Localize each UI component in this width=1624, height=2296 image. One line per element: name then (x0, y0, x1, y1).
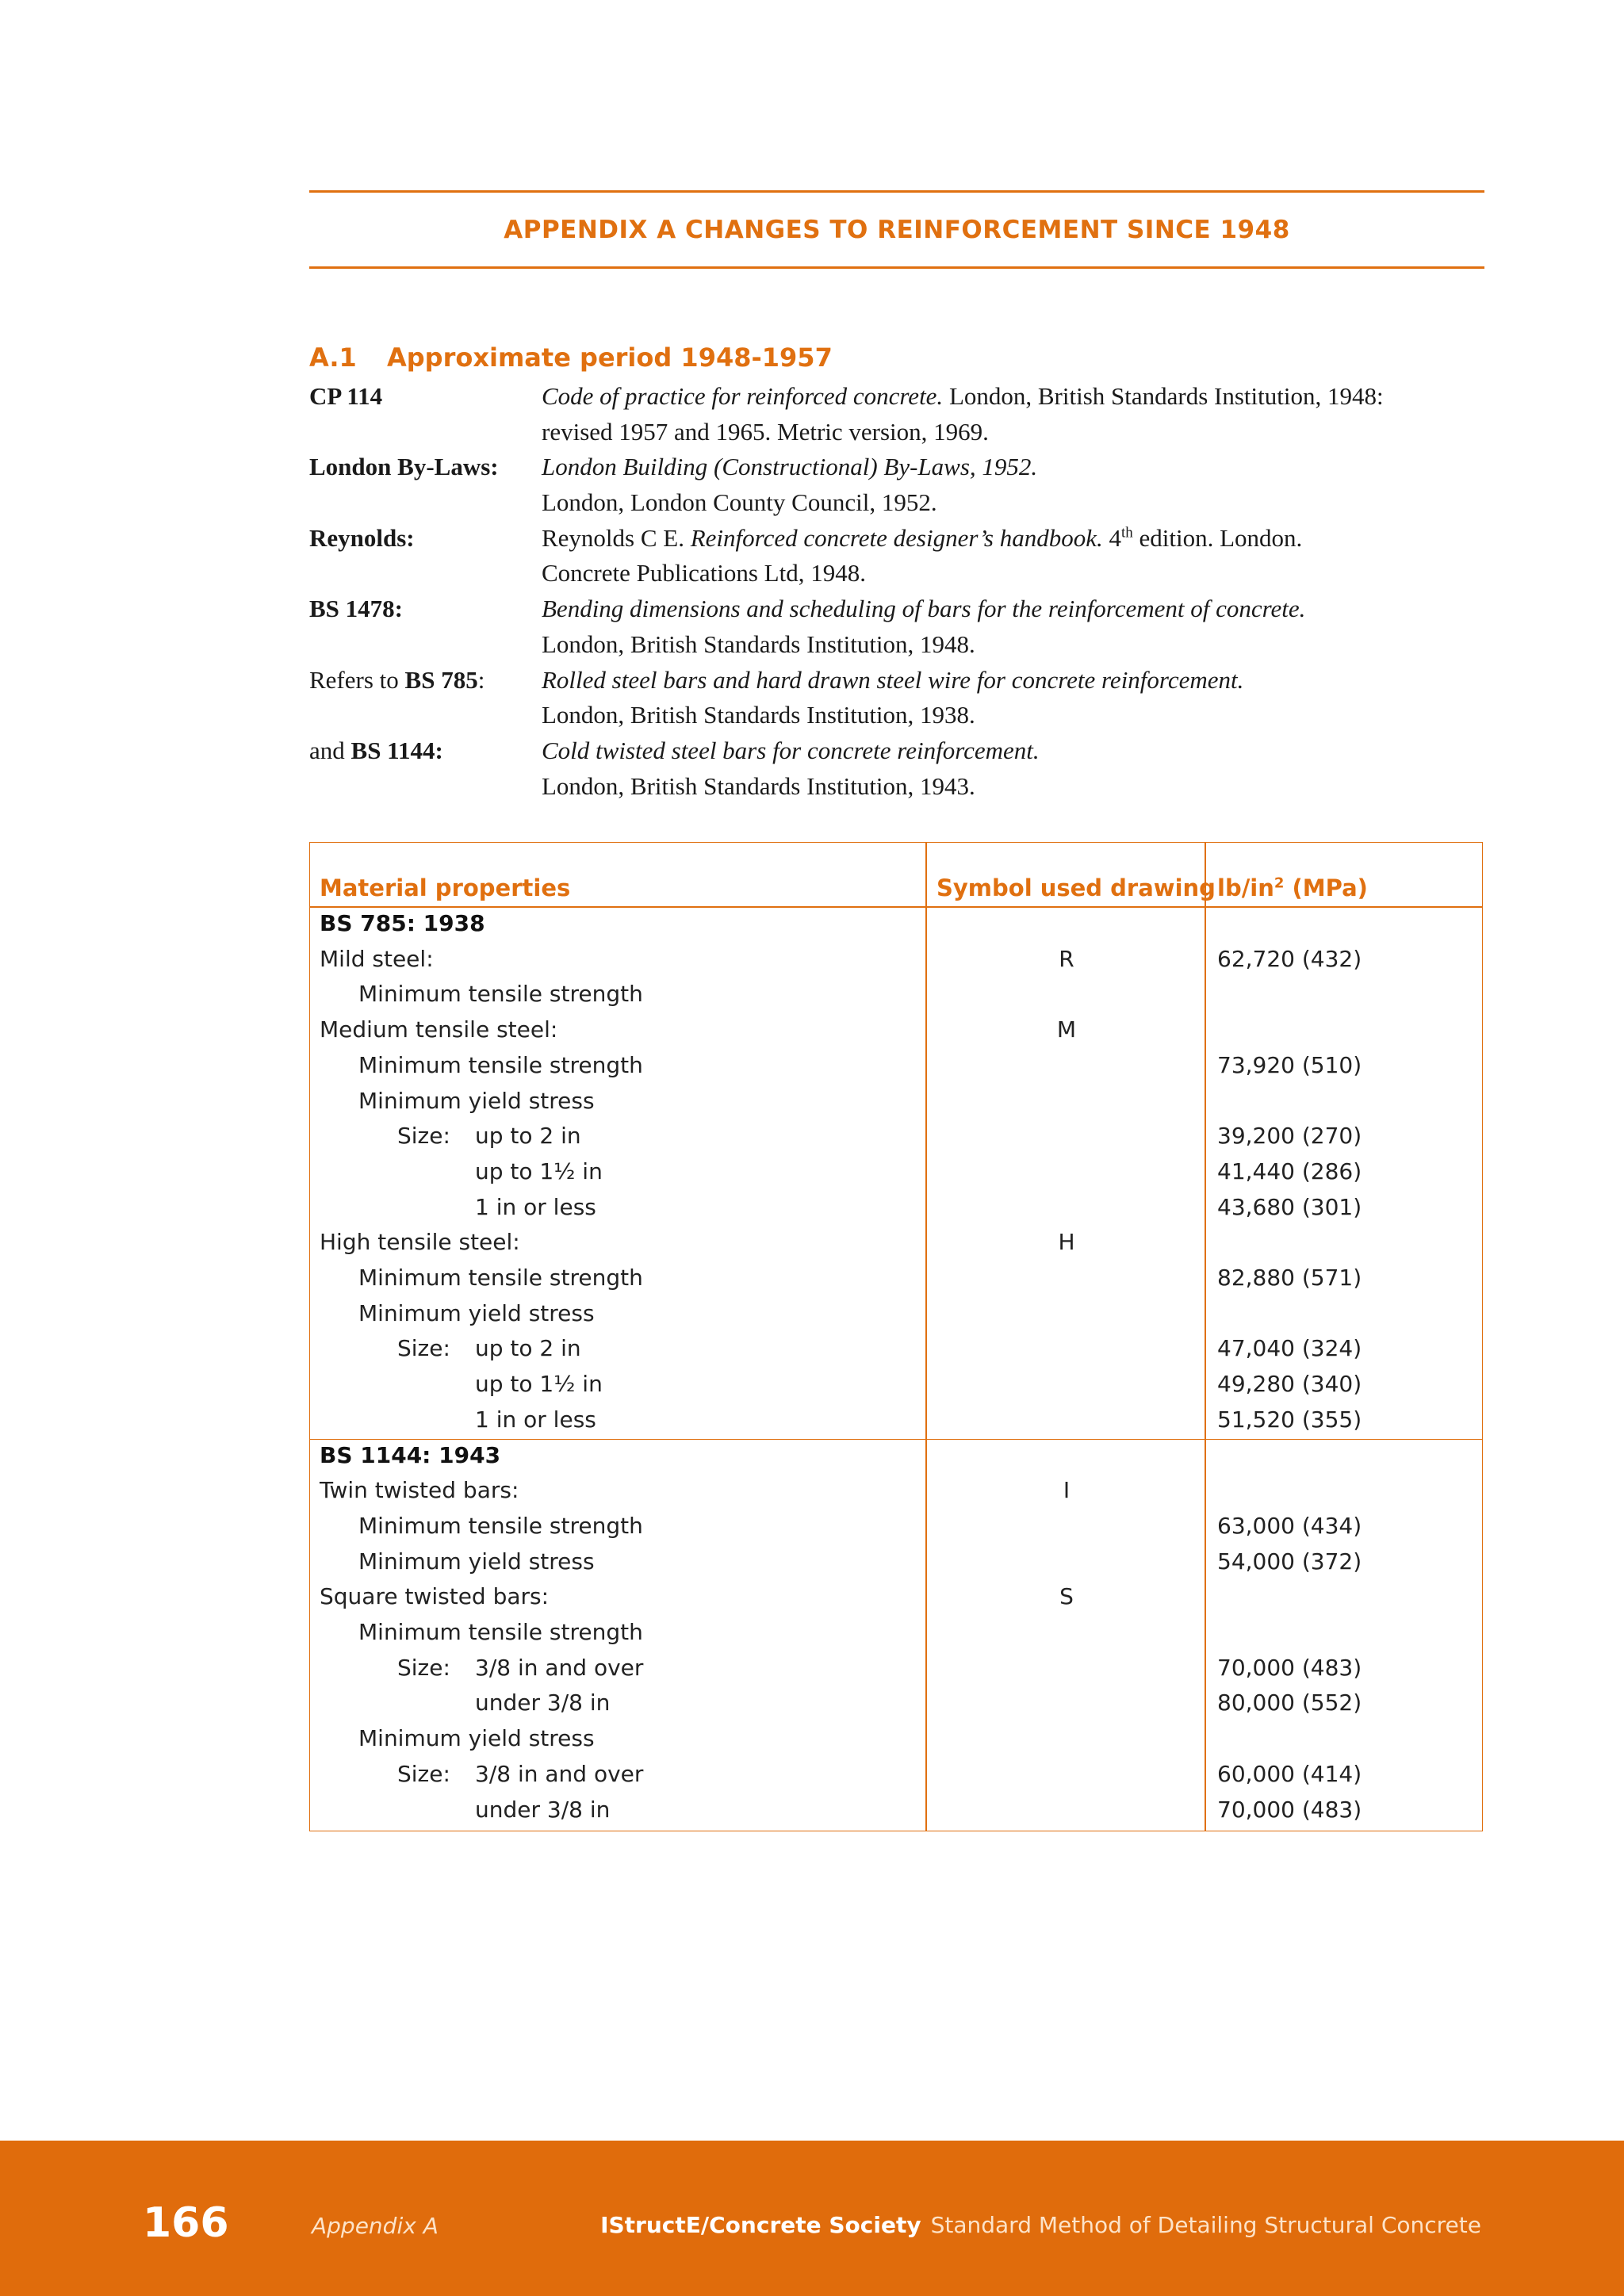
column-header-properties: Material properties (320, 874, 571, 901)
property-label: under 3/8 in (475, 1689, 611, 1716)
value-cell: 43,680 (301) (1217, 1193, 1362, 1220)
value-cell: 54,000 (372) (1217, 1548, 1362, 1575)
section-heading (309, 342, 833, 373)
value-cell: 70,000 (483) (1217, 1796, 1362, 1823)
size-label: Size: (397, 1123, 450, 1150)
reference-text (542, 733, 1040, 769)
reference-line-continued (309, 627, 1499, 663)
property-label: under 3/8 in (475, 1796, 611, 1823)
footer-publisher: IStructE/Concrete Society (600, 2212, 921, 2238)
table-row (310, 1509, 1482, 1544)
reference-label-suffix: : (477, 665, 485, 694)
reference-code: CP 114 (309, 382, 383, 410)
page-title: APPENDIX A CHANGES TO REINFORCEMENT SINCE 1948 (504, 216, 1290, 244)
property-label: Medium tensile steel: (320, 1016, 558, 1043)
property-label: 3/8 in and over (475, 1654, 644, 1681)
value-cell: 47,040 (324) (1217, 1335, 1362, 1362)
reference-code: BS 1144: (350, 736, 443, 764)
table-row (310, 1154, 1482, 1190)
symbol-cell: I (1063, 1477, 1071, 1504)
section-number: A.1 (309, 342, 357, 373)
header-top-rule (309, 190, 1484, 193)
reference-author: Reynolds C E. (542, 523, 691, 552)
table-row (310, 1331, 1482, 1367)
reference-continuation: Concrete Publications Ltd, 1948. (542, 559, 866, 587)
value-cell: 82,880 (571) (1217, 1265, 1362, 1291)
table-row (310, 1793, 1482, 1828)
property-label: up to 2 in (475, 1335, 581, 1362)
reference-continuation: London, British Standards Institution, 1943. (542, 771, 975, 800)
reference-continuation: revised 1957 and 1965. Metric version, 1969. (542, 417, 989, 446)
property-label: High tensile steel: (320, 1229, 520, 1256)
property-label: Minimum yield stress (358, 1548, 595, 1575)
table-row (310, 977, 1482, 1012)
property-label: Minimum tensile strength (358, 981, 643, 1008)
reference-text (542, 663, 1243, 698)
property-label: 1 in or less (475, 1193, 596, 1220)
size-label: Size: (397, 1760, 450, 1787)
symbol-cell: R (1059, 945, 1074, 972)
reference-label (309, 379, 382, 415)
reference-title: Cold twisted steel bars for concrete reinforcement. (542, 736, 1040, 764)
reference-text (542, 591, 1305, 627)
unit-mpa: (MPa) (1284, 874, 1368, 901)
unit-superscript: 2 (1274, 874, 1285, 892)
property-label: 1 in or less (475, 1406, 596, 1433)
table-row (310, 1012, 1482, 1048)
reference-title: Code of practice for reinforced concrete. (542, 382, 944, 410)
reference-title: Reinforced concrete designer’s handbook. (690, 523, 1103, 552)
reference-detail-2: edition. London. (1132, 523, 1303, 552)
reference-label (309, 663, 485, 698)
section-title: Approximate period 1948-1957 (387, 342, 833, 373)
reference-label (309, 521, 415, 557)
table-row (310, 1544, 1482, 1580)
value-cell: 60,000 (414) (1217, 1760, 1362, 1787)
reference-label-prefix: and (309, 736, 351, 764)
reference-title: Rolled steel bars and hard drawn steel wire for concrete reinforcement. (542, 665, 1244, 694)
reference-code: BS 1478: (309, 595, 403, 623)
property-label: Square twisted bars: (320, 1583, 550, 1610)
reference-title: Bending dimensions and scheduling of bars for the reinforcement of concrete. (542, 595, 1306, 623)
section-standard: BS 1144: 1943 (320, 1441, 501, 1468)
reference-line-continued (309, 485, 1499, 521)
value-cell: 39,200 (270) (1217, 1123, 1362, 1150)
reference-line (309, 733, 1499, 769)
property-label: up to 1½ in (475, 1371, 603, 1398)
table-row (310, 1261, 1482, 1296)
reference-code: London By-Laws: (309, 453, 499, 481)
material-properties-table (309, 842, 1483, 1831)
reference-continuation: London, British Standards Institution, 1948. (542, 629, 975, 658)
table-row (310, 1402, 1482, 1438)
table-row (310, 1579, 1482, 1615)
reference-detail: London, British Standards Institution, 1948: (943, 382, 1384, 410)
reference-continuation: London, London County Council, 1952. (542, 488, 937, 517)
reference-line (309, 591, 1499, 627)
value-cell: 70,000 (483) (1217, 1654, 1362, 1681)
property-label: Minimum yield stress (358, 1725, 595, 1752)
footer-publication (600, 2212, 1481, 2238)
header-bottom-rule (309, 266, 1484, 269)
section-standard: BS 785: 1938 (320, 910, 485, 936)
unit-text: lb/in (1217, 874, 1274, 901)
value-cell: 49,280 (340) (1217, 1371, 1362, 1398)
table-row (310, 1119, 1482, 1154)
reference-text (542, 521, 1302, 557)
table-row (310, 1757, 1482, 1793)
value-cell: 63,000 (434) (1217, 1512, 1362, 1539)
property-label: Minimum yield stress (358, 1087, 595, 1114)
value-cell: 80,000 (552) (1217, 1689, 1362, 1716)
table-row (310, 1190, 1482, 1226)
size-label: Size: (397, 1654, 450, 1681)
reference-line-continued (309, 556, 1499, 591)
reference-text (542, 450, 1037, 485)
property-label: Twin twisted bars: (320, 1477, 519, 1504)
footer-section-label: Appendix A (312, 2213, 439, 2239)
reference-line (309, 450, 1499, 485)
table-row (310, 1721, 1482, 1757)
table-row (310, 1615, 1482, 1651)
symbol-cell: M (1056, 1016, 1077, 1043)
reference-label (309, 591, 403, 627)
value-cell: 73,920 (510) (1217, 1051, 1362, 1078)
property-label: 3/8 in and over (475, 1760, 644, 1787)
symbol-cell: S (1059, 1583, 1074, 1610)
column-header-symbol: Symbol used drawing (936, 874, 1216, 901)
size-label: Size: (397, 1335, 450, 1362)
property-label: up to 1½ in (475, 1158, 603, 1184)
page-number: 166 (143, 2199, 229, 2247)
reference-line-continued (309, 769, 1499, 805)
reference-superscript: th (1120, 524, 1133, 541)
property-label: up to 2 in (475, 1123, 581, 1150)
reference-code: Reynolds: (309, 523, 415, 552)
page-footer (0, 2141, 1624, 2296)
value-cell: 41,440 (286) (1217, 1158, 1362, 1184)
table-row (310, 942, 1482, 978)
reference-line (309, 521, 1499, 557)
table-section-title (310, 906, 1482, 942)
value-cell: 62,720 (432) (1217, 945, 1362, 972)
table-section-title (310, 1438, 1482, 1474)
table-row (310, 1048, 1482, 1084)
table-row (310, 1473, 1482, 1509)
reference-title: London Building (Constructional) By-Laws, 1952. (542, 453, 1038, 481)
reference-text (542, 379, 1384, 415)
column-header-units (1217, 874, 1368, 901)
property-label: Minimum yield stress (358, 1299, 595, 1326)
reference-label (309, 450, 499, 485)
reference-label-prefix: Refers to (309, 665, 405, 694)
reference-line (309, 663, 1499, 698)
reference-line-continued (309, 698, 1499, 733)
reference-label (309, 733, 443, 769)
table-row (310, 1225, 1482, 1261)
footer-publication-title: Standard Method of Detailing Structural Concrete (930, 2212, 1481, 2238)
reference-line (309, 379, 1499, 415)
symbol-cell: H (1058, 1229, 1075, 1256)
property-label: Minimum tensile strength (358, 1265, 643, 1291)
property-label: Minimum tensile strength (358, 1512, 643, 1539)
reference-continuation: London, British Standards Institution, 1938. (542, 701, 975, 729)
reference-line-continued (309, 415, 1499, 450)
reference-list (309, 379, 1499, 804)
property-label: Minimum tensile strength (358, 1051, 643, 1078)
table-row (310, 1367, 1482, 1402)
table-row (310, 1084, 1482, 1119)
table-row (310, 1296, 1482, 1332)
property-label: Minimum tensile strength (358, 1619, 643, 1645)
reference-code: BS 785 (404, 665, 478, 694)
reference-detail: 4 (1102, 523, 1121, 552)
value-cell: 51,520 (355) (1217, 1406, 1362, 1433)
property-label: Mild steel: (320, 945, 434, 972)
table-row (310, 1686, 1482, 1721)
table-row (310, 1651, 1482, 1686)
